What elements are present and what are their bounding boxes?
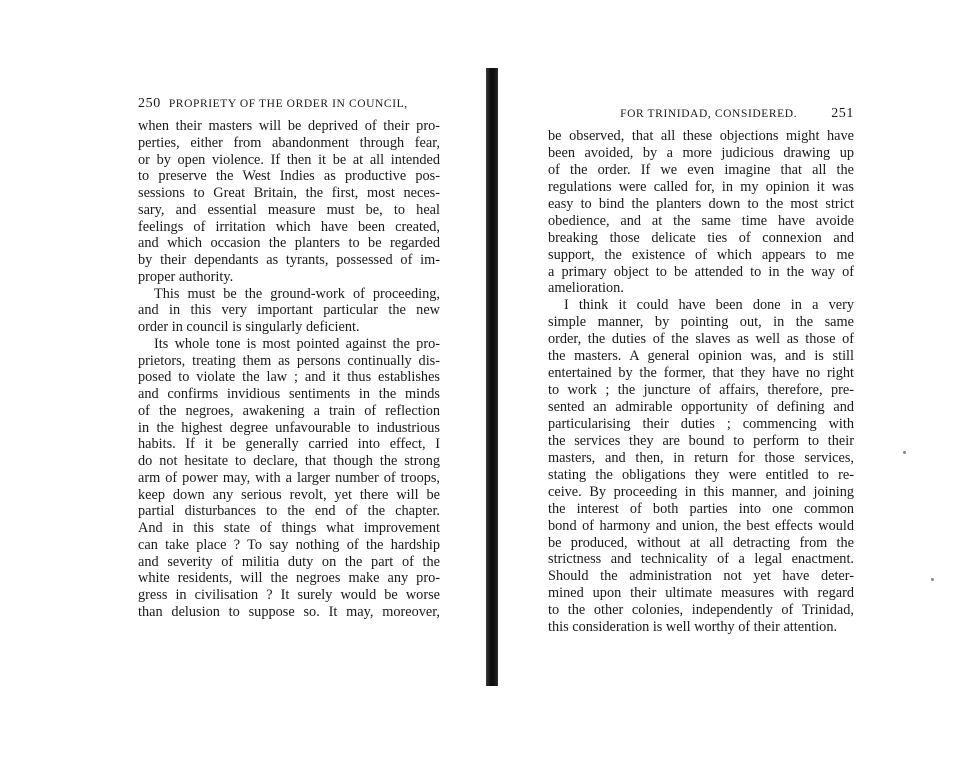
text-line: bond of harmony and union, the best effects would — [548, 517, 854, 534]
text-line: to preserve the West Indies as productive pos- — [138, 168, 440, 185]
text-line: the services they are bound to perform to their — [548, 432, 854, 449]
text-line: and confirms invidious sentiments in the minds — [138, 386, 440, 402]
text-line: breaking those delicate ties of connexion and — [548, 229, 854, 246]
text-line: white residents, will the negroes make any pro- — [138, 570, 440, 587]
text-line: keep down any serious revolt, yet there will be — [138, 486, 440, 503]
right-running-title: FOR TRINIDAD, CONSIDERED. — [620, 108, 798, 120]
text-line: Its whole tone is most pointed against the pro- — [154, 335, 440, 352]
text-line: strictness and technicality of a legal enactment. — [548, 551, 854, 568]
text-line: a primary object to be attended to in the way of — [548, 263, 854, 280]
text-line: the masters. A general opinion was, and is still — [548, 348, 854, 365]
text-line: to the other colonies, independently of Trinidad, — [548, 602, 854, 619]
text-line: obedience, and at the same time have avoide — [548, 212, 854, 229]
left-page — [138, 96, 440, 621]
right-running-head — [548, 106, 854, 126]
text-line: simple manner, by pointing out, in the same — [548, 314, 854, 331]
text-line: be produced, without at all detracting from the — [548, 534, 854, 551]
text-line: or by open violence. If then it be at all intended — [138, 151, 440, 168]
text-line: arm of power may, with a larger number of troops, — [138, 469, 440, 486]
paper-speck — [931, 578, 934, 581]
right-page-text — [548, 128, 854, 636]
text-line: to work ; the juncture of affairs, therefore, pre- — [548, 382, 854, 399]
text-line: And in this state of things what improvement — [138, 520, 440, 536]
text-line: Should the administration not yet have deter- — [548, 568, 854, 585]
left-page-text — [138, 118, 440, 621]
text-line: been avoided, by a more judicious drawing up — [548, 144, 854, 161]
left-running-title: PROPRIETY OF THE ORDER IN COUNCIL, — [168, 98, 408, 110]
left-page-number: 250 — [138, 96, 161, 111]
text-line: the interest of both parties into one common — [548, 500, 854, 517]
text-line: masters, and then, in return for those services, — [548, 449, 854, 466]
right-page-number: 251 — [831, 106, 854, 121]
text-line: this consideration is well worthy of their attention. — [548, 619, 838, 636]
text-line: perties, either from abandonment through fear, — [138, 134, 440, 151]
text-line: This must be the ground-work of proceeding, — [154, 285, 440, 302]
text-line: sary, and essential measure must be, to heal — [138, 201, 440, 218]
text-line: posed to violate the law ; and it thus establishes — [138, 369, 440, 386]
text-line: partial disturbances to the end of the chapter. — [138, 503, 440, 520]
text-line: when their masters will be deprived of their pro- — [138, 118, 440, 134]
text-line: be observed, that all these objections might have — [548, 128, 854, 144]
text-line: stating the obligations they were entitled to re- — [548, 466, 854, 483]
text-line: regulations were called for, in my opinion it was — [548, 178, 854, 195]
text-line: and in this very important particular the new — [138, 302, 440, 319]
left-running-head — [138, 96, 440, 116]
text-line: particularising their duties ; commencing with — [548, 415, 854, 432]
text-line: sessions to Great Britain, the first, most neces- — [138, 185, 440, 201]
text-line: of the order. If we even imagine that all the — [548, 161, 854, 178]
text-line: support, the existence of which appears to me — [548, 246, 854, 263]
text-line: proper authority. — [138, 268, 234, 285]
text-line: by their dependants as tyrants, possessed of im- — [138, 252, 440, 268]
text-line: mined upon their ultimate measures with regard — [548, 585, 854, 602]
right-page — [548, 106, 854, 636]
text-line: sented an admirable opportunity of defining and — [548, 399, 854, 415]
text-line: prietors, treating them as persons continually dis- — [138, 352, 440, 369]
text-line: habits. If it be generally carried into effect, I — [138, 436, 440, 453]
text-line: in the highest degree unfavourable to industrious — [138, 419, 440, 436]
text-line: and severity of militia duty on the part of the — [138, 553, 440, 570]
text-line: order in council is singularly deficient. — [138, 319, 360, 335]
text-line: gress in civilisation ? It surely would be worse — [138, 587, 440, 603]
text-line: entertained by the former, that they have no right — [548, 365, 854, 382]
text-line: order, the duties of the slaves as well as those of — [548, 331, 854, 348]
paper-speck — [903, 451, 906, 454]
text-line: can take place ? To say nothing of the hardship — [138, 536, 440, 553]
book-gutter — [486, 68, 498, 686]
text-line: ceive. By proceeding in this manner, and joining — [548, 483, 854, 500]
text-line: and which occasion the planters to be regarded — [138, 235, 440, 252]
text-line: do not hesitate to declare, that though the strong — [138, 453, 440, 469]
text-line: than delusion to suppose so. It may, moreover, — [138, 603, 440, 620]
text-line: feelings of irritation which have been created, — [138, 218, 440, 235]
text-line: of the negroes, awakening a train of reflection — [138, 402, 440, 419]
text-line: I think it could have been done in a very — [564, 297, 854, 314]
text-line: amelioration. — [548, 280, 624, 297]
text-line: easy to bind the planters down to the most strict — [548, 195, 854, 212]
